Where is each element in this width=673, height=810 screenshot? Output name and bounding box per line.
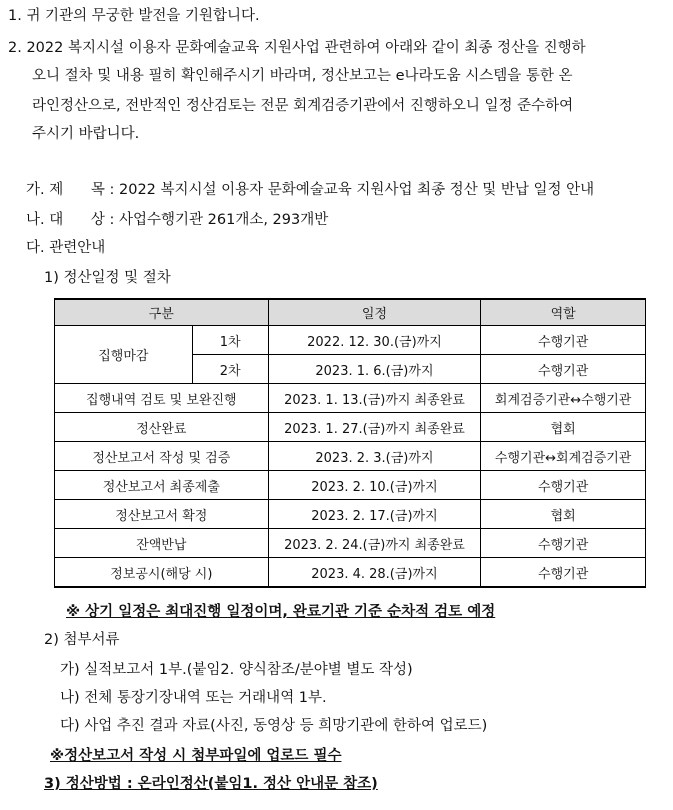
section-guide: 다. 관련안내: [26, 240, 106, 256]
table-row: [55, 326, 646, 355]
header-role: 역할: [481, 299, 646, 326]
cell-role: 수행기관: [481, 529, 646, 558]
cell-role: 수행기관: [481, 471, 646, 500]
cell-label: 정산완료: [55, 413, 269, 442]
cell-date: 2023. 1. 13.(금)까지 최종완료: [268, 384, 481, 413]
attachment-item: 나) 전체 통장기장내역 또는 거래내역 1부.: [60, 690, 327, 706]
cell-date: 2023. 4. 28.(금)까지: [268, 558, 481, 588]
cell-label: 정보공시(해당 시): [55, 558, 269, 588]
cell-date: 2023. 2. 24.(금)까지 최종완료: [268, 529, 481, 558]
intro-item-2-line-1: 2. 2022 복지시설 이용자 문화예술교육 지원사업 관련하여 아래와 같이 최종 정산을 진행하: [8, 40, 586, 56]
table-row: [55, 471, 646, 500]
cell-label: 잔액반납: [55, 529, 269, 558]
section-target: 나. 대 상 : 사업수행기관 261개소, 293개반: [26, 212, 329, 228]
cell-group: 집행마감: [55, 326, 193, 384]
header-schedule: 일정: [268, 299, 481, 326]
schedule-table: [54, 298, 646, 588]
cell-date: 2023. 2. 3.(금)까지: [268, 442, 481, 471]
intro-item-2-line-2: 오니 절차 및 내용 필히 확인해주시기 바라며, 정산보고는 e나라도움 시스템을 통한 온: [32, 68, 573, 84]
section-title: 가. 제 목 : 2022 복지시설 이용자 문화예술교육 지원사업 최종 정산 및 반납 일정 안내: [26, 182, 595, 198]
subsection-attachments: 2) 첨부서류: [44, 632, 120, 648]
cell-label: 정산보고서 작성 및 검증: [55, 442, 269, 471]
cell-date: 2023. 1. 6.(금)까지: [268, 355, 481, 384]
cell-date: 2023. 2. 17.(금)까지: [268, 500, 481, 529]
table-row: [55, 500, 646, 529]
cell-date: 2023. 1. 27.(금)까지 최종완료: [268, 413, 481, 442]
cell-sub: 1차: [192, 326, 268, 355]
subsection-schedule: 1) 정산일정 및 절차: [44, 270, 171, 286]
table-row: [55, 413, 646, 442]
cell-sub: 2차: [192, 355, 268, 384]
cell-role: 수행기관: [481, 558, 646, 588]
header-category: 구분: [55, 299, 269, 326]
attachment-item: 가) 실적보고서 1부.(붙임2. 양식참조/분야별 별도 작성): [60, 662, 413, 678]
cell-label: 집행내역 검토 및 보완진행: [55, 384, 269, 413]
upload-note: ※정산보고서 작성 시 첨부파일에 업로드 필수: [50, 748, 342, 764]
attachment-item: 다) 사업 추진 결과 자료(사진, 동영상 등 희망기관에 한하여 업로드): [60, 718, 488, 734]
cell-date: 2023. 2. 10.(금)까지: [268, 471, 481, 500]
cell-role: 수행기관↔회계검증기관: [481, 442, 646, 471]
cell-label: 정산보고서 확정: [55, 500, 269, 529]
cell-role: 협회: [481, 413, 646, 442]
subsection-method: 3) 정산방법 : 온라인정산(붙임1. 정산 안내문 참조): [44, 776, 378, 792]
cell-label: 정산보고서 최종제출: [55, 471, 269, 500]
schedule-note: ※ 상기 일정은 최대진행 일정이며, 완료기관 기준 순차적 검토 예정: [66, 604, 496, 620]
intro-item-2-line-3: 라인정산으로, 전반적인 정산검토는 전문 회계검증기관에서 진행하오니 일정 준수하여: [32, 98, 574, 114]
table-row: [55, 558, 646, 588]
table-row: [55, 442, 646, 471]
cell-role: 수행기관: [481, 326, 646, 355]
cell-role: 협회: [481, 500, 646, 529]
intro-item-1: 1. 귀 기관의 무궁한 발전을 기원합니다.: [8, 8, 260, 24]
table-header-row: [55, 299, 646, 326]
intro-item-2-line-4: 주시기 바랍니다.: [32, 126, 140, 142]
table-row: [55, 384, 646, 413]
cell-date: 2022. 12. 30.(금)까지: [268, 326, 481, 355]
cell-role: 수행기관: [481, 355, 646, 384]
cell-role: 회계검증기관↔수행기관: [481, 384, 646, 413]
table-row: [55, 529, 646, 558]
